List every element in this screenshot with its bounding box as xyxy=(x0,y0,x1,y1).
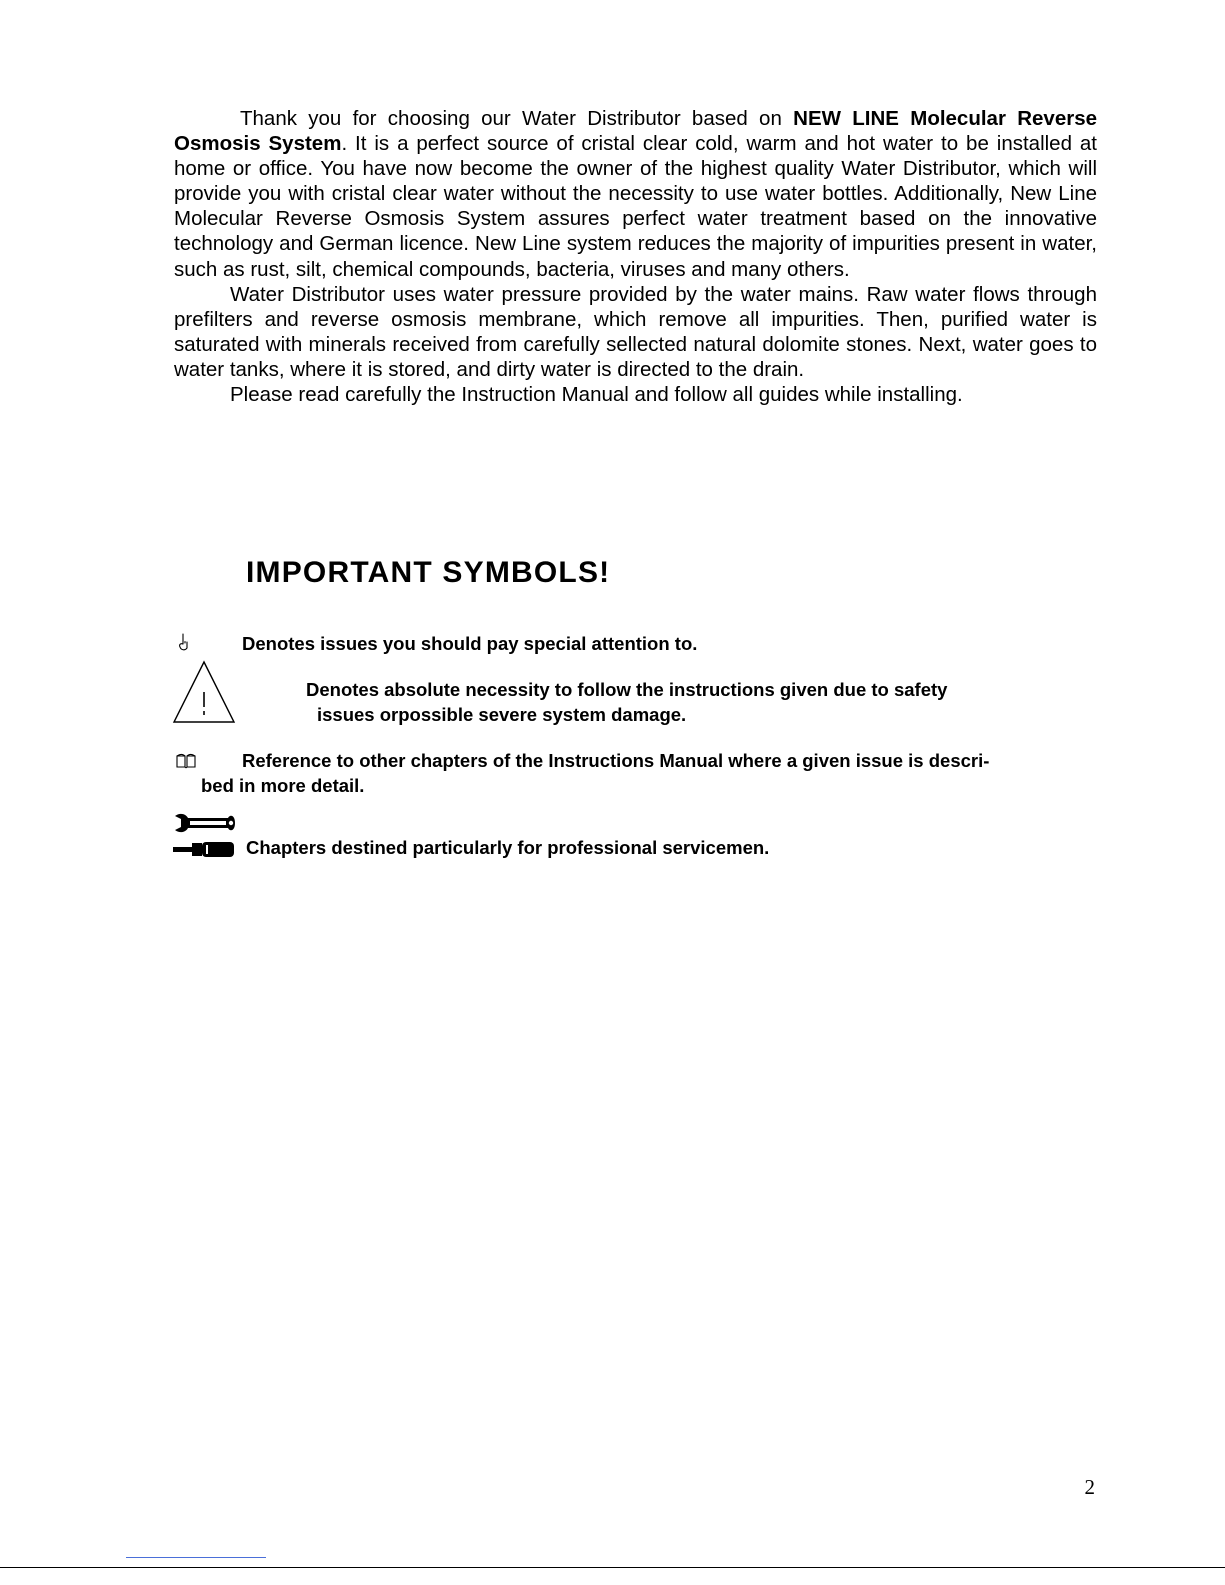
page-bottom-divider xyxy=(0,1567,1225,1568)
hand-icon xyxy=(176,633,190,653)
attention-symbol-description: Denotes issues you should pay special attention to. xyxy=(242,633,698,654)
warning-description-line-2: issues orpossible severe system damage. xyxy=(317,703,687,725)
warning-icon xyxy=(172,660,236,724)
intro-paragraph-2: Water Distributor uses water pressure provided by the water mains. Raw water flows through prefilters and reverse osmosis membrane, which remove all impurities. Then, purified water is saturated with minerals received from carefully sellected natural dolomite stones. Next, water goes to water tanks, where it is stored, and dirty water is directed to the drain. xyxy=(174,282,1097,381)
reference-description-line-1: Reference to other chapters of the Instructions Manual where a given issue is descri- xyxy=(242,750,990,771)
important-symbols-heading: IMPORTANT SYMBOLS! xyxy=(246,556,611,589)
footer-link-underline xyxy=(126,1557,266,1558)
warning-description-line-1: Denotes absolute necessity to follow the instructions given due to safety xyxy=(306,679,948,700)
intro-paragraph-1 xyxy=(174,106,1097,282)
intro-paragraph-3: Please read carefully the Instruction Manual and follow all guides while installing. xyxy=(230,383,963,407)
intro-p1-product-name: NEW LINE Molecular Reverse Osmosis System xyxy=(174,107,1098,156)
page-number: 2 xyxy=(1084,1475,1095,1499)
wrench-icon xyxy=(172,812,236,834)
warning-symbol-description xyxy=(306,678,1078,727)
reference-description-line-2: bed in more detail. xyxy=(201,774,365,796)
intro-p1-rest: . It is a perfect source of cristal clear cold, warm and hot water to be installed at home or office. You have now become the owner of the highest quality Water Distributor, which will provide you with cristal clear water without the necessity to use water bottles. Additionally, New Line Molecular Reverse Osmosis System assures perfect water treatment based on the innovative technology and German licence. New Line system reduces the majority of impurities present in water, such as rust, silt, chemical compounds, bacteria, viruses and many others. xyxy=(174,132,1097,281)
service-symbol-description: Chapters destined particularly for professional servicemen. xyxy=(246,837,770,858)
reference-symbol-description xyxy=(174,749,1078,798)
intro-p1-lead: Thank you for choosing our Water Distributor based on xyxy=(240,107,794,130)
screwdriver-icon xyxy=(172,840,236,860)
introduction-text xyxy=(174,106,1097,407)
